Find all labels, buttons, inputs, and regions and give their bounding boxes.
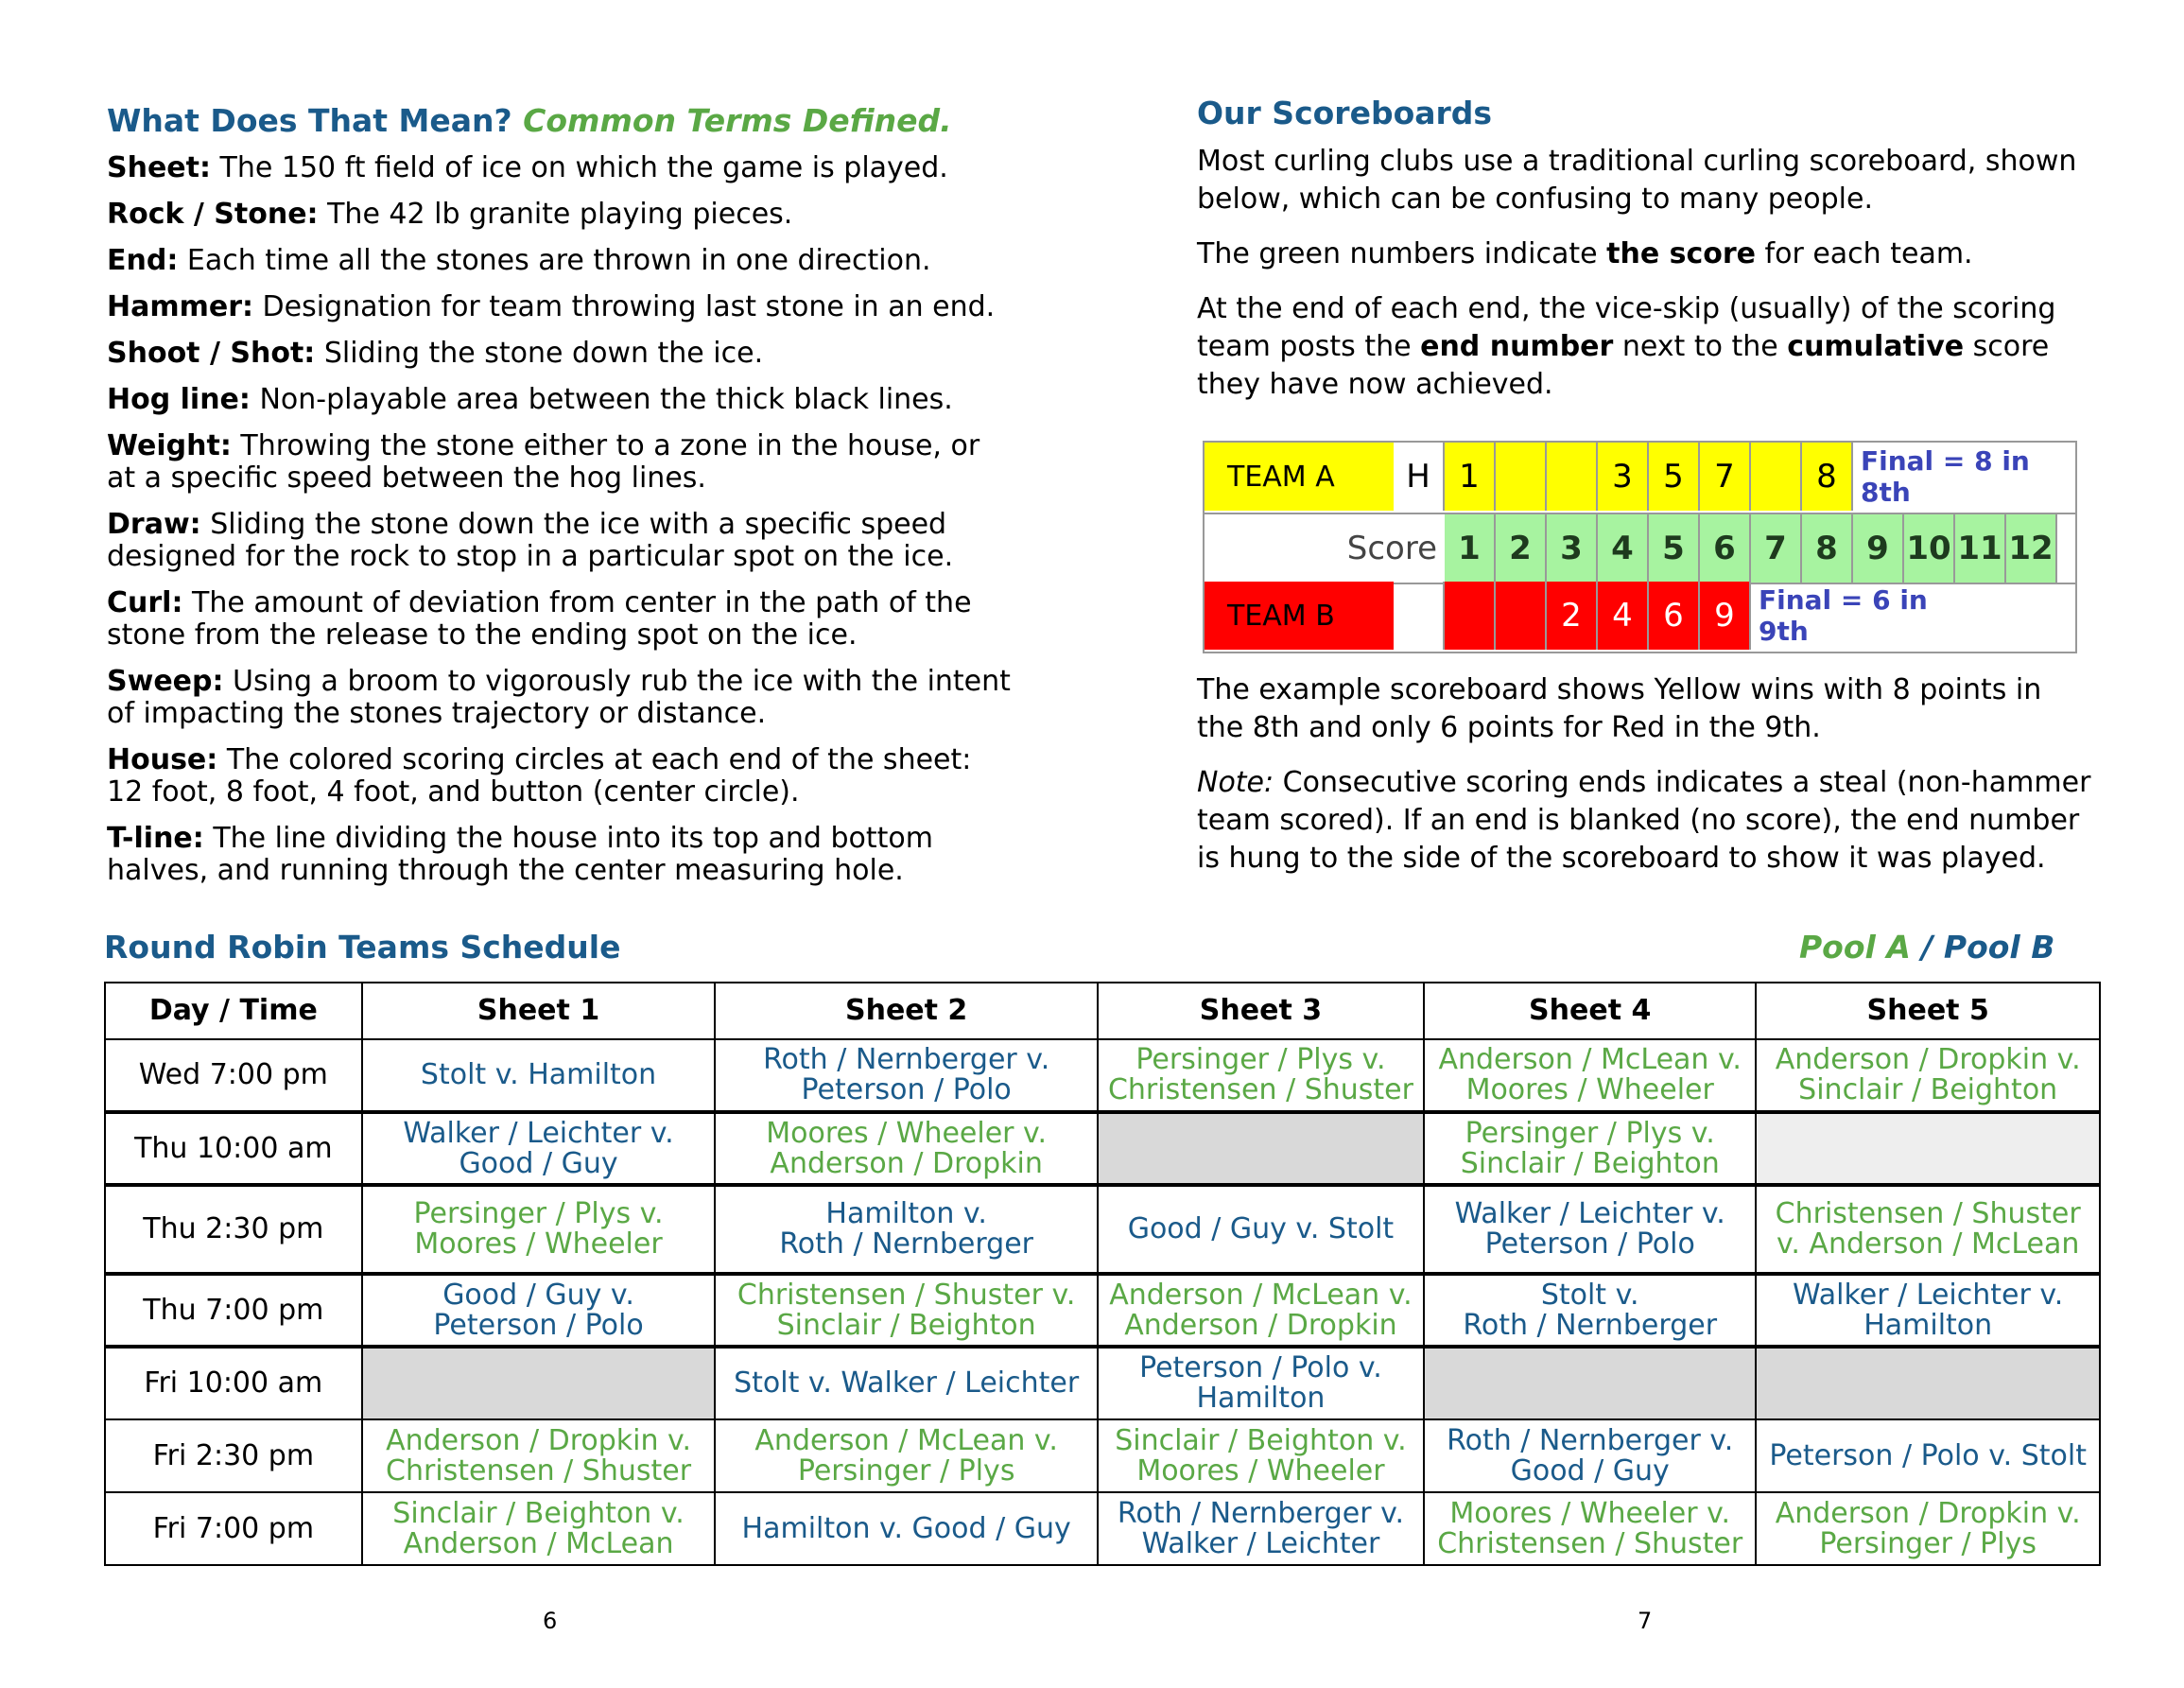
schedule-match-cell: Anderson / McLean v. Persinger / Plys [715, 1419, 1097, 1492]
schedule-match-cell [1424, 1347, 1756, 1419]
schedule-row [105, 1347, 2100, 1419]
team-a-cells [1445, 443, 1853, 511]
terms-section [107, 102, 1014, 901]
terms-subtitle: Common Terms Defined. [523, 102, 952, 139]
schedule-day-time: Fri 2:30 pm [105, 1419, 362, 1492]
schedule-match-cell: Roth / Nernberger v. Walker / Leichter [1098, 1492, 1424, 1565]
schedule-match-cell: Walker / Leichter v. Good / Guy [362, 1112, 716, 1185]
schedule-header-cell: Sheet 5 [1756, 983, 2100, 1039]
schedule-header-cell: Day / Time [105, 983, 362, 1039]
team-a-label: TEAM A [1205, 443, 1394, 511]
schedule-header-cell: Sheet 4 [1424, 983, 1756, 1039]
term-item: Hammer: Designation for team throwing last stone in an end. [107, 290, 996, 323]
score-cell: 8 [1802, 514, 1853, 583]
schedule-match-cell: Hamilton v. Roth / Nernberger [715, 1185, 1097, 1274]
schedule-match-cell [1098, 1112, 1424, 1185]
schedule-match-cell: Stolt v. Walker / Leichter [715, 1347, 1097, 1419]
scoreboards-notes [1197, 671, 2095, 878]
team-a-cell: 7 [1700, 443, 1751, 511]
scoreboards-end-note: At the end of each end, the vice-skip (usually) of the scoring team posts the end number next to the cumulative score they have now achieved. [1197, 292, 2056, 401]
schedule-match-cell: Good / Guy v. Stolt [1098, 1185, 1424, 1274]
page-number-right: 7 [1638, 1608, 1653, 1634]
score-label: Score [1346, 530, 1437, 567]
term-item: House: The colored scoring circles at each end of the sheet: 12 foot, 8 foot, 4 foot, and button (center circle). [107, 743, 972, 809]
team-b-cell [1445, 582, 1496, 650]
schedule-match-cell: Sinclair / Beighton v. Anderson / McLean [362, 1492, 716, 1565]
schedule-header-cell: Sheet 2 [715, 983, 1097, 1039]
term-item: Sweep: Using a broom to vigorously rub the ice with the intent of impacting the stones trajectory or distance. [107, 665, 1011, 730]
score-cell: 2 [1496, 514, 1547, 583]
schedule-day-time: Wed 7:00 pm [105, 1039, 362, 1112]
term-list [107, 152, 1014, 887]
schedule-day-time: Fri 7:00 pm [105, 1492, 362, 1565]
schedule-row [105, 1419, 2100, 1492]
schedule-row [105, 1112, 2100, 1185]
schedule-header-row [105, 983, 2100, 1039]
scoreboards-green-note: The green numbers indicate the score for each team. [1197, 237, 1973, 270]
schedule-match-cell: Moores / Wheeler v. Christensen / Shuster [1424, 1492, 1756, 1565]
schedule-match-cell: Peterson / Polo v. Stolt [1756, 1419, 2100, 1492]
schedule-match-cell: Persinger / Plys v. Christensen / Shuster [1098, 1039, 1424, 1112]
schedule-match-cell: Anderson / Dropkin v. Sinclair / Beighton [1756, 1039, 2100, 1112]
score-cell: 3 [1547, 514, 1598, 583]
scoreboards-example: The example scoreboard shows Yellow wins with 8 points in the 8th and only 6 points for Red in the 9th. [1197, 673, 2042, 744]
pool-b-label: Pool B [1943, 929, 2055, 966]
term-item: Rock / Stone: The 42 lb granite playing pieces. [107, 198, 793, 231]
term-item: Hog line: Non-playable area between the thick black lines. [107, 383, 953, 416]
schedule-row [105, 1492, 2100, 1565]
team-b-cell: 6 [1649, 582, 1700, 650]
scoreboards-intro: Most curling clubs use a traditional curling scoreboard, shown below, which can be confusing to many people. [1197, 145, 2077, 216]
team-a-cell: 1 [1445, 443, 1496, 511]
schedule-header-cell: Sheet 1 [362, 983, 716, 1039]
scoreboards-section [1197, 95, 2095, 421]
terms-heading [107, 102, 1014, 139]
schedule-match-cell: Moores / Wheeler v. Anderson / Dropkin [715, 1112, 1097, 1185]
pool-legend: Pool A / Pool B [1799, 929, 2055, 966]
term-item: Draw: Sliding the stone down the ice with a specific speed designed for the rock to stop in a particular spot on the ice. [107, 508, 954, 573]
schedule-match-cell: Persinger / Plys v. Sinclair / Beighton [1424, 1112, 1756, 1185]
schedule-match-cell: Persinger / Plys v. Moores / Wheeler [362, 1185, 716, 1274]
team-b-row [1205, 582, 2075, 650]
score-cell: 10 [1904, 514, 1955, 583]
schedule-match-cell: Christensen / Shuster v. Anderson / McLean [1756, 1185, 2100, 1274]
team-a-cell [1751, 443, 1802, 511]
term-item: Curl: The amount of deviation from center in the path of the stone from the release to the ending spot on the ice. [107, 586, 972, 652]
schedule-row [105, 1274, 2100, 1347]
schedule-match-cell: Stolt v. Hamilton [362, 1039, 716, 1112]
scoreboards-heading: Our Scoreboards [1197, 95, 1493, 131]
team-a-cell [1547, 443, 1598, 511]
schedule-match-cell: Christensen / Shuster v. Sinclair / Beighton [715, 1274, 1097, 1347]
team-b-cell: 2 [1547, 582, 1598, 650]
schedule-match-cell: Anderson / Dropkin v. Persinger / Plys [1756, 1492, 2100, 1565]
score-cell: 6 [1700, 514, 1751, 583]
final-a: Final = 8 in 8th [1861, 445, 2030, 508]
schedule-match-cell: Good / Guy v. Peterson / Polo [362, 1274, 716, 1347]
schedule-match-cell: Stolt v. Roth / Nernberger [1424, 1274, 1756, 1347]
team-b-label: TEAM B [1205, 582, 1394, 650]
final-b: Final = 6 in 9th [1759, 584, 1928, 647]
team-b-cell: 9 [1700, 582, 1751, 650]
page-number-left: 6 [543, 1608, 558, 1634]
score-row [1205, 513, 2075, 584]
schedule-match-cell [362, 1347, 716, 1419]
team-b-cells [1394, 582, 1751, 650]
score-cell: 11 [1955, 514, 2006, 583]
score-cell: 4 [1598, 514, 1649, 583]
term-item: Shoot / Shot: Sliding the stone down the ice. [107, 337, 764, 370]
schedule-header-cell: Sheet 3 [1098, 983, 1424, 1039]
score-cell: 12 [2006, 514, 2057, 583]
team-b-cell: 4 [1598, 582, 1649, 650]
schedule-match-cell: Hamilton v. Good / Guy [715, 1492, 1097, 1565]
score-cell: 9 [1853, 514, 1904, 583]
schedule-match-cell: Anderson / Dropkin v. Christensen / Shuster [362, 1419, 716, 1492]
scoreboard-graphic [1203, 441, 2077, 653]
score-cell: 5 [1649, 514, 1700, 583]
schedule-row [105, 1039, 2100, 1112]
term-item: Sheet: The 150 ft field of ice on which the game is played. [107, 151, 948, 184]
schedule-match-cell: Walker / Leichter v. Peterson / Polo [1424, 1185, 1756, 1274]
schedule-match-cell: Roth / Nernberger v. Peterson / Polo [715, 1039, 1097, 1112]
schedule-day-time: Thu 2:30 pm [105, 1185, 362, 1274]
team-a-cell [1496, 443, 1547, 511]
team-b-cell [1496, 582, 1547, 650]
team-a-cell: 3 [1598, 443, 1649, 511]
term-item: End: Each time all the stones are thrown in one direction. [107, 244, 931, 277]
term-item: Weight: Throwing the stone either to a zone in the house, or at a specific speed between the hog lines. [107, 429, 980, 495]
hammer-cell: H [1394, 443, 1445, 511]
score-cells [1445, 514, 2057, 583]
team-a-cell: 8 [1802, 443, 1853, 511]
schedule-match-cell: Sinclair / Beighton v. Moores / Wheeler [1098, 1419, 1424, 1492]
score-cell: 7 [1751, 514, 1802, 583]
team-a-row [1205, 443, 2075, 511]
pool-a-label: Pool A [1799, 929, 1911, 966]
scoreboards-steal-note: Note: Consecutive scoring ends indicates a steal (non-hammer team scored). If an end is blanked (no score), the end number is hung to the side of the scoreboard to show it was played. [1197, 766, 2091, 875]
schedule-day-time: Thu 10:00 am [105, 1112, 362, 1185]
schedule-match-cell [1756, 1112, 2100, 1185]
terms-title: What Does That Mean? [107, 102, 512, 139]
schedule-match-cell: Anderson / McLean v. Anderson / Dropkin [1098, 1274, 1424, 1347]
score-cell: 1 [1445, 514, 1496, 583]
schedule-match-cell: Walker / Leichter v. Hamilton [1756, 1274, 2100, 1347]
schedule-match-cell: Peterson / Polo v. Hamilton [1098, 1347, 1424, 1419]
team-a-cell: 5 [1649, 443, 1700, 511]
schedule-match-cell [1756, 1347, 2100, 1419]
schedule-title: Round Robin Teams Schedule [104, 929, 621, 966]
schedule-row [105, 1185, 2100, 1274]
schedule-day-time: Thu 7:00 pm [105, 1274, 362, 1347]
schedule-match-cell: Roth / Nernberger v. Good / Guy [1424, 1419, 1756, 1492]
schedule-day-time: Fri 10:00 am [105, 1347, 362, 1419]
schedule-table [104, 982, 2101, 1566]
term-item: T-line: The line dividing the house into its top and bottom halves, and running through the center measuring hole. [107, 822, 933, 887]
schedule-match-cell: Anderson / McLean v. Moores / Wheeler [1424, 1039, 1756, 1112]
team-b-hammer-cell [1394, 582, 1445, 650]
